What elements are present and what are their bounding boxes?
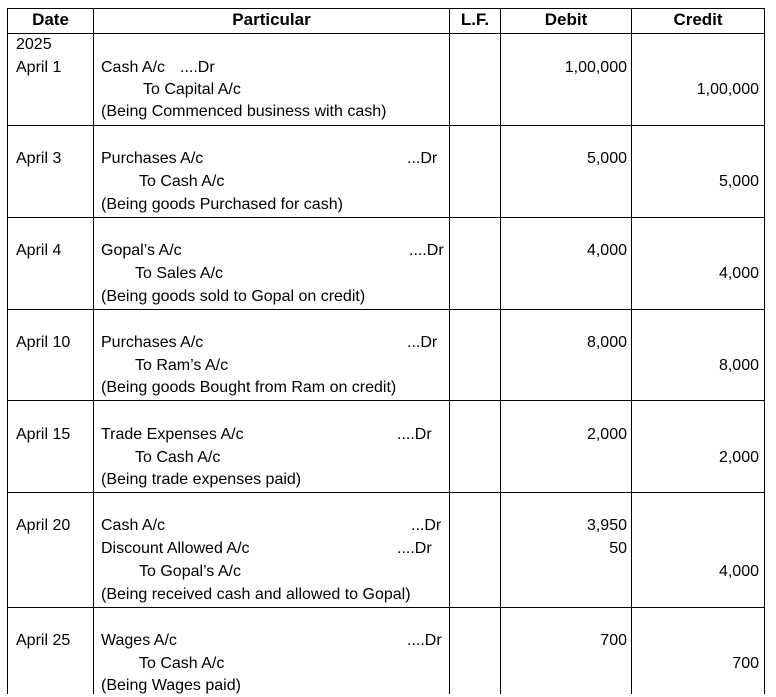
credit-amount: 1,00,000 — [696, 81, 759, 98]
credit-amount: 4,000 — [718, 563, 759, 580]
debit-account: Cash A/c — [101, 517, 166, 534]
credit-account: To Gopal’s A/c — [139, 563, 241, 580]
header-lf: L.F. — [460, 10, 490, 29]
row-divider — [7, 400, 765, 401]
narration: (Being received cash and allowed to Gopal) — [101, 586, 411, 603]
credit-account: To Cash A/c — [135, 449, 221, 466]
row-divider — [7, 125, 765, 126]
credit-amount: 8,000 — [718, 357, 759, 374]
credit-account: To Cash A/c — [139, 655, 225, 672]
debit-account: Purchases A/c — [101, 150, 204, 167]
dr-marker: ...Dr — [411, 517, 442, 534]
header-bottom-border — [7, 33, 765, 34]
debit-amount: 3,950 — [586, 517, 627, 534]
narration: (Being goods Purchased for cash) — [101, 196, 343, 213]
debit-amount: 4,000 — [586, 242, 627, 259]
entry-date: April 3 — [16, 150, 62, 167]
row-divider — [7, 309, 765, 310]
dr-marker: ...Dr — [407, 334, 438, 351]
debit-account: Gopal’s A/c — [101, 242, 182, 259]
credit-account: To Cash A/c — [139, 173, 225, 190]
header-date: Date — [32, 10, 69, 29]
dr-marker: ....Dr — [409, 242, 444, 259]
header-particular: Particular — [232, 10, 311, 29]
debit-account: Cash A/c — [101, 59, 166, 76]
credit-amount: 4,000 — [718, 265, 759, 282]
entry-date: April 1 — [16, 59, 62, 76]
debit-account: Purchases A/c — [101, 334, 204, 351]
narration: (Being goods Bought from Ram on credit) — [101, 379, 397, 396]
credit-account: To Sales A/c — [135, 265, 224, 282]
column-border — [500, 8, 501, 694]
dr-marker: ....Dr — [407, 632, 442, 649]
debit-account: Discount Allowed A/c — [101, 540, 250, 557]
debit-amount: 8,000 — [586, 334, 627, 351]
entry-date: April 15 — [16, 426, 71, 443]
debit-amount: 700 — [600, 632, 627, 649]
dr-marker: ...Dr — [407, 150, 438, 167]
entry-date: April 25 — [16, 632, 71, 649]
entry-date: April 10 — [16, 334, 71, 351]
debit-account: Trade Expenses A/c — [101, 426, 244, 443]
column-border — [93, 8, 94, 694]
row-divider — [7, 607, 765, 608]
credit-amount: 5,000 — [718, 173, 759, 190]
debit-account: Wages A/c — [101, 632, 177, 649]
debit-amount: 5,000 — [586, 150, 627, 167]
row-divider — [7, 492, 765, 493]
credit-account: To Capital A/c — [143, 81, 241, 98]
debit-amount: 50 — [609, 540, 627, 557]
narration: (Being goods sold to Gopal on credit) — [101, 288, 366, 305]
column-border — [7, 8, 8, 694]
row-divider — [7, 217, 765, 218]
narration: (Being Wages paid) — [101, 677, 241, 694]
dr-marker: ....Dr — [180, 59, 215, 76]
entry-date: April 20 — [16, 517, 71, 534]
column-border — [631, 8, 632, 694]
narration: (Being trade expenses paid) — [101, 471, 302, 488]
year-label: 2025 — [16, 36, 52, 53]
dr-marker: ....Dr — [397, 426, 432, 443]
credit-account: To Ram’s A/c — [135, 357, 229, 374]
entry-date: April 4 — [16, 242, 62, 259]
debit-amount: 2,000 — [586, 426, 627, 443]
header-credit: Credit — [673, 10, 723, 29]
dr-marker: ....Dr — [397, 540, 432, 557]
credit-amount: 700 — [732, 655, 759, 672]
narration: (Being Commenced business with cash) — [101, 103, 387, 120]
column-border — [449, 8, 450, 694]
header-debit: Debit — [544, 10, 588, 29]
column-border — [764, 8, 765, 694]
debit-amount: 1,00,000 — [564, 59, 627, 76]
credit-amount: 2,000 — [718, 449, 759, 466]
